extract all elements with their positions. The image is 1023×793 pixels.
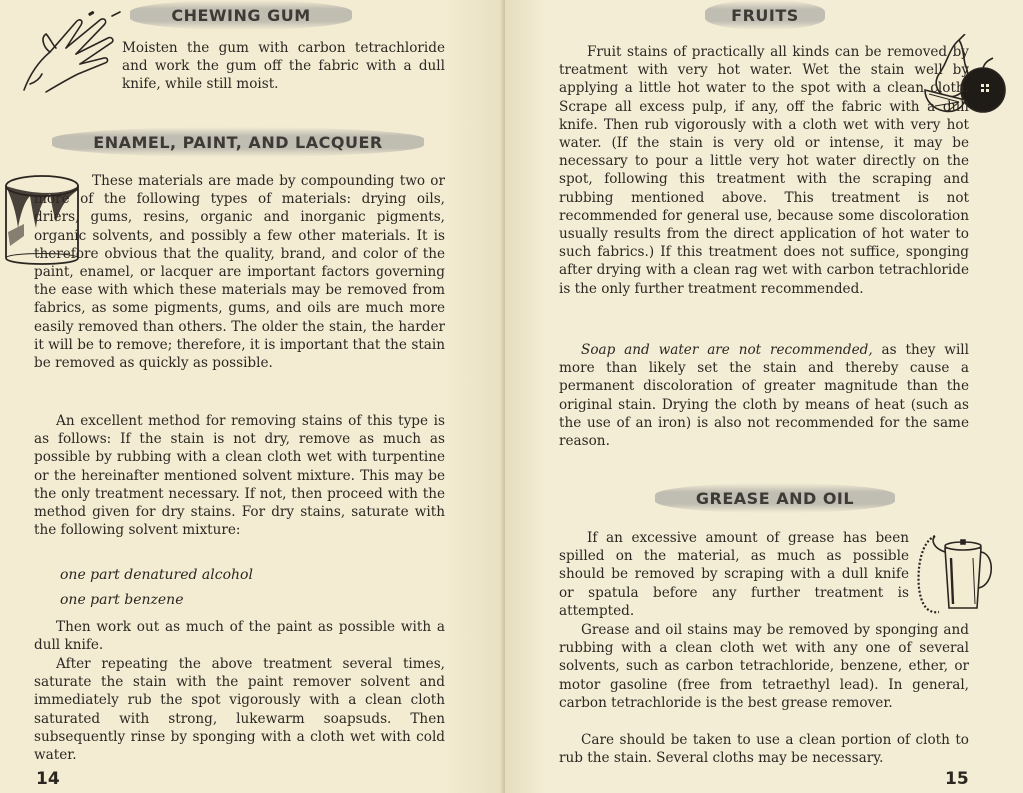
chewing-gum-text: Moisten the gum with carbon tetrachloride and work the gum off the fabric with a dull knife, while still moist. (122, 40, 445, 93)
heading-enamel-paint-lacquer: ENAMEL, PAINT, AND LACQUER (52, 127, 424, 157)
grease-paragraph-1: If an excessive amount of grease has been spilled on the material, as much as possible should be removed by scraping with a dull knife or spatula before any further treatment is attempted. (559, 530, 909, 619)
electric-iron-icon (915, 528, 997, 620)
page-number-left: 14 (36, 769, 60, 789)
grease-paragraph-3: Care should be taken to use a clean portion of cloth to rub the stain. Several cloths may be necessary. (559, 732, 969, 767)
hand-icon (16, 8, 122, 98)
page-number-right: 15 (945, 769, 969, 789)
heading-fruits: FRUITS (705, 0, 825, 30)
left-page (0, 0, 505, 793)
recipe-line-1: one part denatured alcohol (60, 567, 253, 583)
enamel-paragraph-3: Then work out as much of the paint as possible with a dull knife. (34, 619, 445, 654)
heading-chewing-gum: CHEWING GUM (130, 0, 352, 30)
enamel-paragraph-4: After repeating the above treatment several times, saturate the stain with the paint remover solvent and immediately rub the spot vigorously with a clean cloth saturated with strong, lukewarm soapsuds. Then subsequently rinse by sponging with a cloth wet with cold water. (34, 656, 445, 764)
enamel-paragraph-1: These materials are made by compounding two or more of the following types of materials: drying oils, driers, gums, resins, organic and inorganic pigments, organic solvents, and possibly a few other materials. It is therefore obvious that the quality, brand, and color of the paint, enamel, or lacquer are important factors governing the ease with which these materials may be removed from fabrics, as some pigments, gums, and oils are much more easily removed than others. The older the stain, the harder it will be to remove; therefore, it is important that the stain be removed as quickly as possible. (34, 173, 445, 372)
right-page (505, 0, 1023, 793)
fruits-paragraph-1: Fruit stains of practically all kinds can be removed by treatment with very hot water. Wet the stain well by applying a little hot water to the spot with a clean cloth. Scrape all excess pulp, if any, off the fabric with a dull knife. Then rub vigorously with a cloth wet with very hot water. (If the stain is very old or intense, it may be necessary to pour a little very hot water directly on the spot, following this treatment with the scraping and rubbing mentioned above. This treatment is not recommended for general use, because some discoloration usually results from the direct application of hot water to such fabrics.) If this treatment does not suffice, sponging after drying with a clean rag wet with carbon tetrachloride is the only further treatment recommended. (559, 44, 969, 297)
fruits-paragraph-2: Soap and water are not recommended, as they will more than likely set the stain and thereby cause a permanent discoloration of greater magnitude than the original stain. Drying the cloth by means of heat (such as the use of an iron) is also not recommended for the same reason. (559, 342, 969, 450)
grease-paragraph-2: Grease and oil stains may be removed by sponging and rubbing with a clean cloth wet with any one of several solvents, such as carbon tetrachloride, benzene, ether, or motor gasoline (free from tetraethyl lead). In general, carbon tetrachloride is the best grease remover. (559, 622, 969, 711)
recipe-line-2: one part benzene (60, 592, 184, 608)
enamel-paragraph-2: An excellent method for removing stains of this type is as follows: If the stain is not dry, remove as much as possible by rubbing with a clean cloth wet with turpentine or the hereinafter mentioned solvent mixture. This may be the only treatment necessary. If not, then proceed with the method given for dry stains. For dry stains, saturate with the following solvent mixture: (34, 413, 445, 539)
heading-grease-and-oil: GREASE AND OIL (655, 483, 895, 513)
